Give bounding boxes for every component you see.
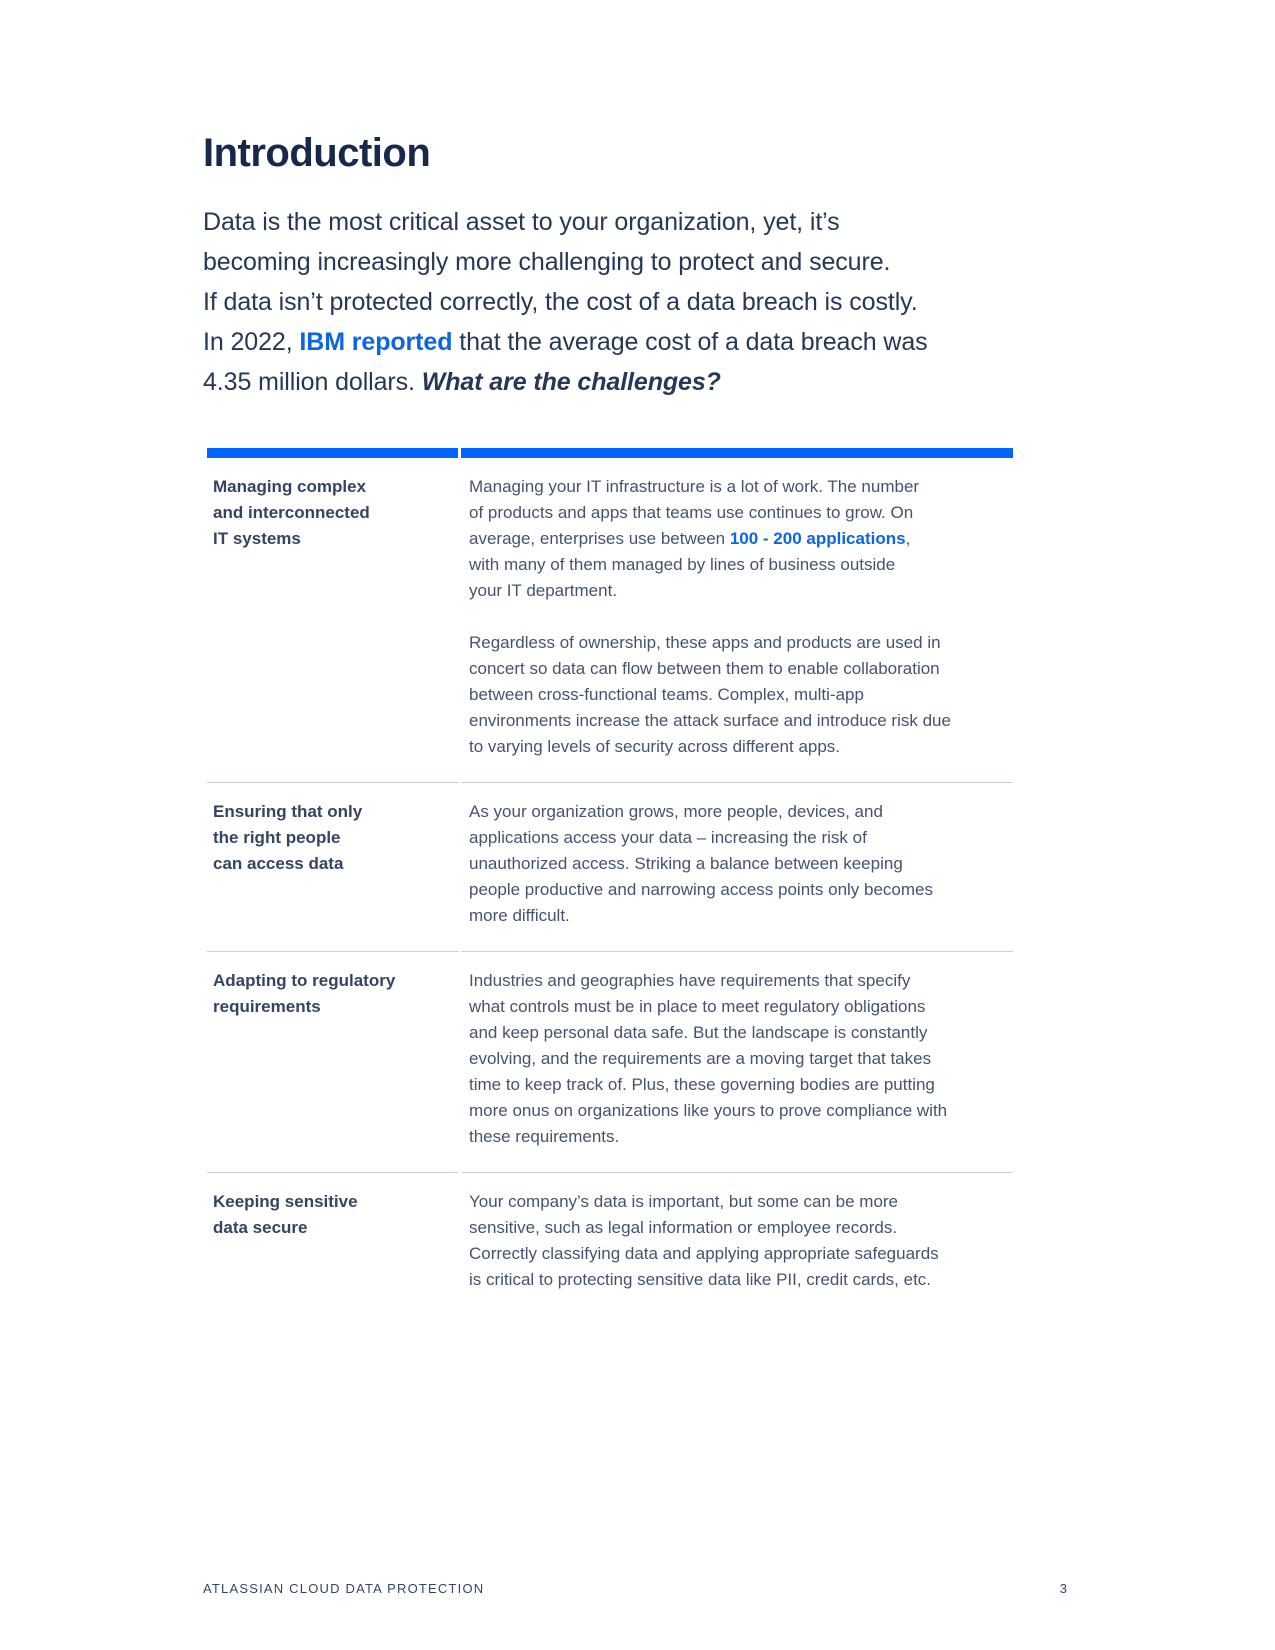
intro-line (203, 322, 1013, 362)
body-line (469, 1072, 1013, 1098)
text-segment: more onus on organizations like yours to prove compliance with (469, 1101, 948, 1120)
intro-line (203, 242, 1013, 282)
body-line (469, 1046, 1013, 1072)
text-segment: Managing your IT infrastructure is a lot of work. The number (469, 477, 920, 496)
divider-left-segment (207, 951, 458, 952)
body-paragraph (469, 968, 1013, 1150)
text-segment: Data is the most critical asset to your organization, yet, it’s (203, 208, 840, 236)
body-line (469, 500, 1013, 526)
row-label-line: Adapting to regulatory (213, 971, 396, 990)
divider-left-segment (207, 782, 458, 783)
row-label (207, 799, 458, 929)
row-body (458, 799, 1013, 929)
footer-page-number: 3 (1059, 1581, 1067, 1596)
text-segment: people productive and narrowing access points only becomes (469, 880, 933, 899)
row-label-line: requirements (213, 997, 321, 1016)
text-segment: of products and apps that teams use continues to grow. On (469, 503, 914, 522)
divider-right-segment (461, 1172, 1013, 1173)
text-segment: sensitive, such as legal information or employee records. (469, 1218, 898, 1237)
table-top-accent-bar (207, 448, 1013, 458)
text-segment: your IT department. (469, 581, 618, 600)
text-segment: applications access your data – increasing the risk of (469, 828, 867, 847)
body-line (469, 1241, 1013, 1267)
row-body (458, 968, 1013, 1150)
body-line (469, 1124, 1013, 1150)
body-paragraph (469, 474, 1013, 604)
body-line (469, 877, 1013, 903)
intro-line (203, 362, 1013, 402)
intro-line (203, 282, 1013, 322)
emphasis-text: What are the challenges? (421, 368, 721, 396)
body-line (469, 474, 1013, 500)
row-label-line: data secure (213, 1218, 308, 1237)
body-line (469, 656, 1013, 682)
body-line (469, 851, 1013, 877)
body-line (469, 578, 1013, 604)
body-line (469, 994, 1013, 1020)
text-segment: unauthorized access. Striking a balance between keeping (469, 854, 903, 873)
table-rows (207, 458, 1013, 1315)
body-line (469, 903, 1013, 929)
text-segment: Your company’s data is important, but some can be more (469, 1192, 899, 1211)
accent-bar-left-segment (207, 448, 458, 458)
body-line (469, 799, 1013, 825)
row-label (207, 1189, 458, 1293)
text-segment: concert so data can flow between them to enable collaboration (469, 659, 940, 678)
body-line (469, 708, 1013, 734)
text-segment: If data isn’t protected correctly, the cost of a data breach is costly. (203, 288, 918, 316)
text-segment: is critical to protecting sensitive data like PII, credit cards, etc. (469, 1270, 932, 1289)
text-segment: becoming increasingly more challenging to protect and secure. (203, 248, 891, 276)
body-paragraph (469, 630, 1013, 760)
text-segment: environments increase the attack surface and introduce risk due (469, 711, 951, 730)
text-segment: evolving, and the requirements are a moving target that takes (469, 1049, 932, 1068)
body-line (469, 630, 1013, 656)
body-paragraph (469, 1189, 1013, 1293)
row-label-line: Keeping sensitive (213, 1192, 358, 1211)
content-column (203, 0, 1013, 1315)
text-segment: time to keep track of. Plus, these governing bodies are putting (469, 1075, 935, 1094)
body-line (469, 1098, 1013, 1124)
ibm-reported-link[interactable]: IBM reported (299, 328, 453, 356)
row-label-line: IT systems (213, 529, 301, 548)
applications-range-link[interactable]: 100 - 200 applications (729, 529, 906, 548)
row-label-line: Managing complex (213, 477, 367, 496)
text-segment: these requirements. (469, 1127, 620, 1146)
row-label-line: can access data (213, 854, 344, 873)
row-body (458, 474, 1013, 760)
body-line (469, 526, 1013, 552)
intro-paragraph (203, 202, 1013, 402)
text-segment: what controls must be in place to meet regulatory obligations (469, 997, 926, 1016)
table-row (207, 1173, 1013, 1315)
divider-right-segment (461, 782, 1013, 783)
text-segment: Correctly classifying data and applying appropriate safeguards (469, 1244, 939, 1263)
text-segment: Regardless of ownership, these apps and products are used in (469, 633, 941, 652)
body-line (469, 682, 1013, 708)
table-row (207, 458, 1013, 782)
row-divider (207, 782, 1013, 783)
accent-bar-right-segment (461, 448, 1013, 458)
text-segment: to varying levels of security across different apps. (469, 737, 841, 756)
table-row (207, 783, 1013, 951)
body-line (469, 734, 1013, 760)
row-divider (207, 951, 1013, 952)
body-line (469, 1215, 1013, 1241)
text-segment: Industries and geographies have requirements that specify (469, 971, 911, 990)
text-segment: average, enterprises use between (469, 529, 730, 548)
row-label (207, 968, 458, 1150)
table-row (207, 952, 1013, 1172)
row-body (458, 1189, 1013, 1293)
row-divider (207, 1172, 1013, 1173)
row-label-line: Ensuring that only (213, 802, 363, 821)
challenges-table (207, 448, 1013, 1315)
intro-line (203, 202, 1013, 242)
text-segment: with many of them managed by lines of business outside (469, 555, 896, 574)
text-segment: In 2022, (203, 328, 300, 356)
divider-left-segment (207, 1172, 458, 1173)
text-segment: between cross-functional teams. Complex, multi-app (469, 685, 864, 704)
row-label-line: the right people (213, 828, 341, 847)
page-title: Introduction (203, 131, 431, 175)
row-label-line: and interconnected (213, 503, 370, 522)
footer-document-title: ATLASSIAN CLOUD DATA PROTECTION (203, 1581, 485, 1596)
text-segment: , (905, 529, 911, 548)
body-line (469, 1267, 1013, 1293)
body-line (469, 552, 1013, 578)
divider-right-segment (461, 951, 1013, 952)
body-line (469, 825, 1013, 851)
text-segment: 4.35 million dollars. (203, 368, 422, 396)
body-line (469, 1020, 1013, 1046)
text-segment: and keep personal data safe. But the landscape is constantly (469, 1023, 928, 1042)
text-segment: As your organization grows, more people, devices, and (469, 802, 883, 821)
body-line (469, 1189, 1013, 1215)
row-label (207, 474, 458, 760)
text-segment: more difficult. (469, 906, 570, 925)
text-segment: that the average cost of a data breach was (452, 328, 928, 356)
page-footer (203, 1581, 1067, 1596)
body-line (469, 968, 1013, 994)
body-paragraph (469, 799, 1013, 929)
